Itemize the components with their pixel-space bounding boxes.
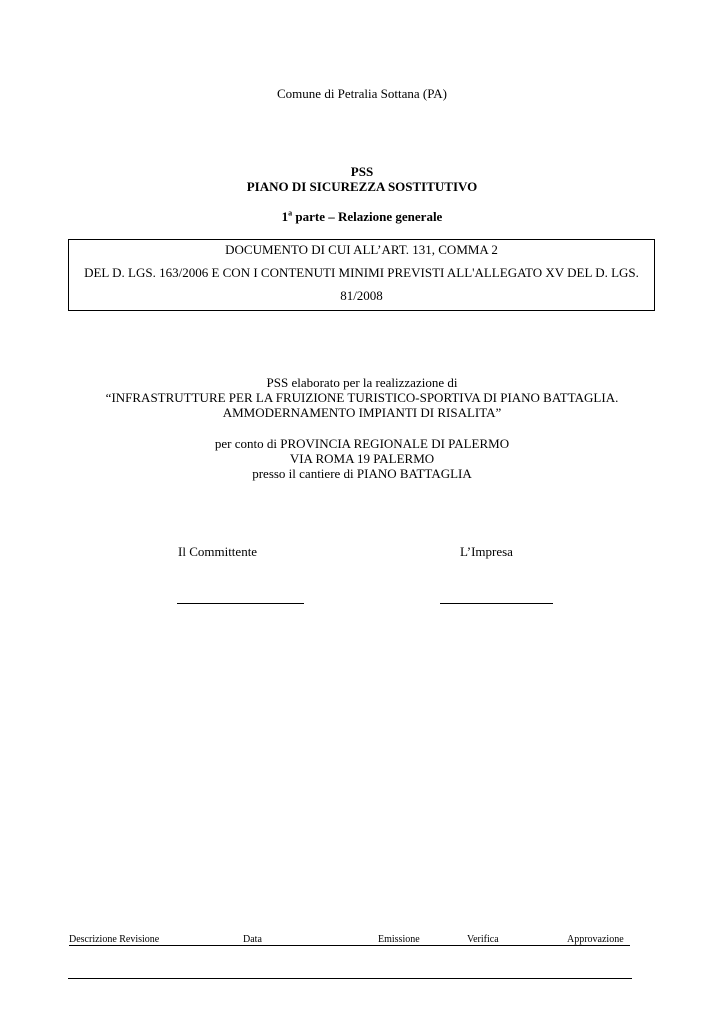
- footer-approvazione: Approvazione: [567, 934, 624, 945]
- worksite-line: presso il cantiere di PIANO BATTAGLIA: [252, 466, 472, 481]
- legal-reference-line-3: 81/2008: [340, 288, 383, 303]
- footer-header-underline: [69, 945, 630, 946]
- project-intro: PSS elaborato per la realizzazione di: [266, 375, 458, 390]
- legal-reference-box: [68, 239, 655, 311]
- client-address: VIA ROMA 19 PALERMO: [289, 451, 435, 466]
- legal-reference-line-1: DOCUMENTO DI CUI ALL’ART. 131, COMMA 2: [225, 242, 498, 257]
- document-acronym: PSS: [350, 164, 374, 179]
- part-number: 1: [281, 209, 289, 224]
- part-superscript: a: [288, 208, 293, 218]
- part-text: parte – Relazione generale: [292, 209, 443, 224]
- project-name-line-1: “INFRASTRUTTURE PER LA FRUIZIONE TURISTICO-SPORTIVA DI PIANO BATTAGLIA.: [105, 390, 619, 405]
- project-name-line-2: AMMODERNAMENTO IMPIANTI DI RISALITA”: [222, 405, 502, 420]
- footer-emissione: Emissione: [378, 934, 420, 945]
- committente-signature-line: [177, 603, 304, 604]
- committente-label: Il Committente: [178, 544, 258, 559]
- footer-descrizione-revisione: Descrizione Revisione: [69, 934, 160, 945]
- impresa-signature-line: [440, 603, 553, 604]
- document-part: [0, 209, 724, 225]
- footer-data: Data: [243, 934, 262, 945]
- legal-reference-line-2: DEL D. LGS. 163/2006 E CON I CONTENUTI MINIMI PREVISTI ALL'ALLEGATO XV DEL D. LGS.: [84, 265, 639, 280]
- footer-verifica: Verifica: [467, 934, 499, 945]
- document-title: PIANO DI SICUREZZA SOSTITUTIVO: [246, 179, 478, 194]
- client-line-1: per conto di PROVINCIA REGIONALE DI PALERMO: [214, 436, 510, 451]
- municipality-header: Comune di Petralia Sottana (PA): [277, 86, 447, 101]
- impresa-label: L’Impresa: [460, 544, 513, 559]
- footer-bottom-rule: [68, 978, 632, 979]
